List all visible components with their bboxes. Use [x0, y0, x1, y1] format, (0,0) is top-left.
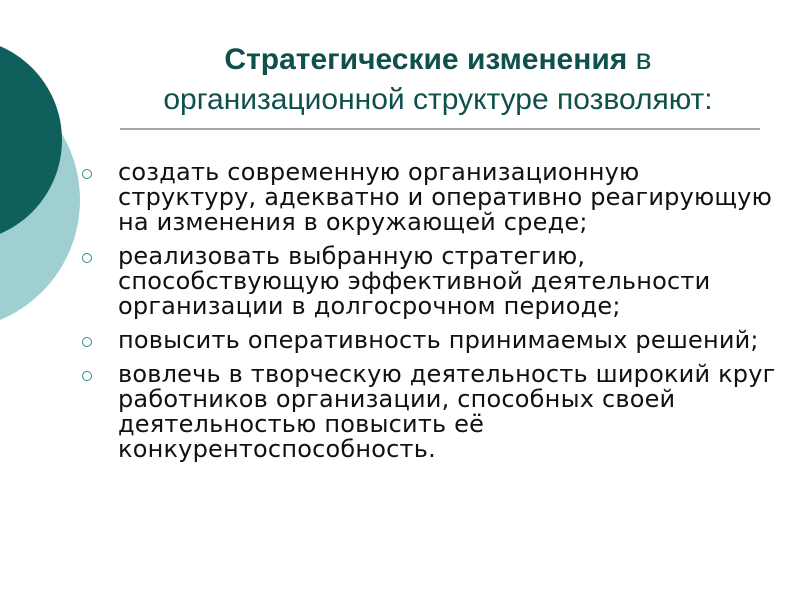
bullet-item-4: [80, 362, 780, 462]
slide-title: [108, 40, 768, 120]
ring-bullet-icon: [82, 337, 92, 347]
bullet-list: [80, 160, 780, 471]
title-divider: [120, 128, 760, 130]
ring-bullet-icon: [82, 253, 92, 263]
title-regular-text-2: организационной структуре позволяют:: [163, 83, 713, 116]
ring-bullet-icon: [82, 371, 92, 381]
light-teal-circle: [0, 70, 80, 330]
bullet-text-3: повысить оперативность принимаемых решений;: [118, 326, 759, 354]
bullet-item-3: [80, 328, 780, 353]
bullet-text-4: вовлечь в творческую деятельность широкий круг работников организации, способных своей деятельностью повысить её конкурентоспособность.: [118, 360, 776, 463]
title-bold-text: Стратегические изменения: [224, 43, 628, 76]
ring-bullet-icon: [82, 169, 92, 179]
title-regular-text-1: в: [635, 43, 652, 76]
dark-teal-circle: [0, 38, 62, 242]
bullet-item-1: [80, 160, 780, 235]
bullet-item-2: [80, 244, 780, 319]
bullet-text-1: создать современную организационную структуру, адекватно и оперативно реагирующую на изменения в окружающей среде;: [118, 158, 772, 236]
bullet-text-2: реализовать выбранную стратегию, способствующую эффективной деятельности организации в долгосрочном периоде;: [118, 242, 711, 320]
